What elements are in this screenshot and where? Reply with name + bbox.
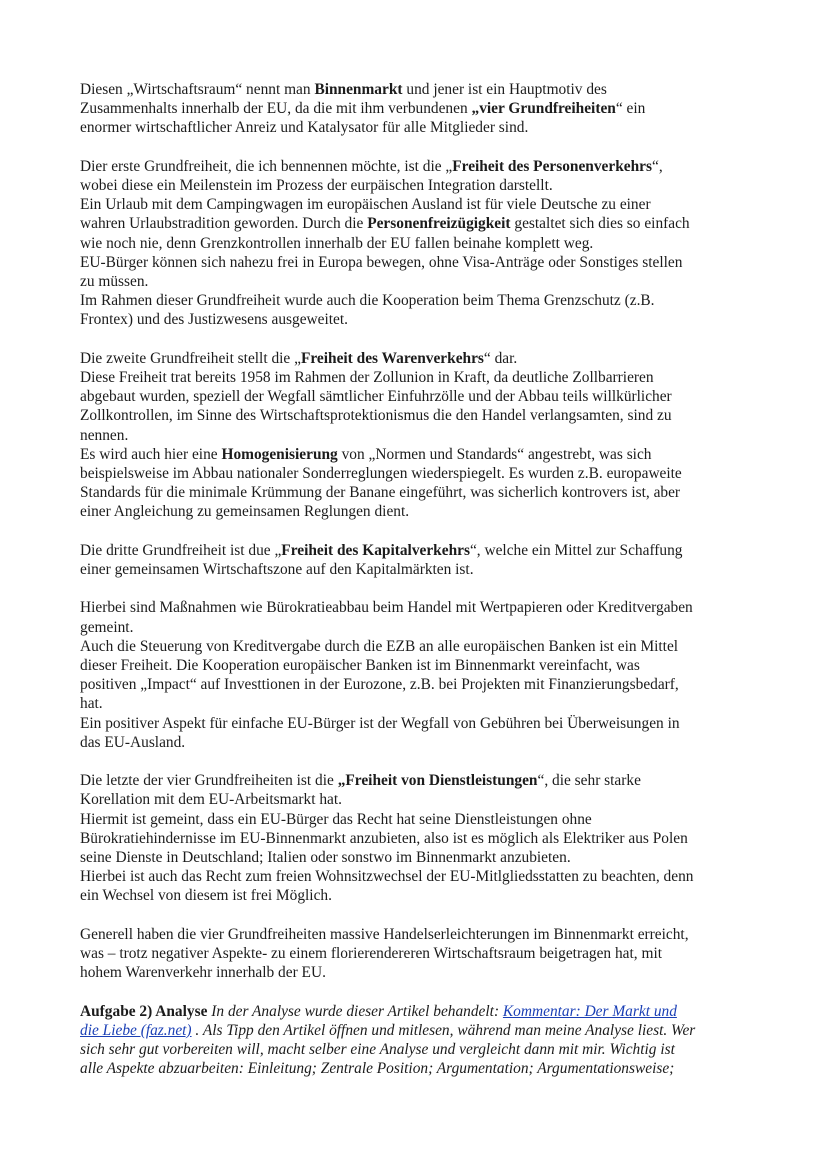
text-line — [80, 368, 768, 387]
paragraph — [80, 541, 768, 579]
text-run: “, welche ein Mittel zur Schaffung — [469, 541, 683, 559]
text-line — [80, 963, 768, 982]
text-run: sich sehr gut vorbereiten will, macht selber eine Analyse und vergleicht dann mit mir. Wichtig ist — [80, 1041, 675, 1059]
text-line — [80, 925, 768, 944]
text-run: gemeint. — [80, 618, 134, 636]
text-run: einer Angleichung zu gemeinsamen Reglungen dient. — [80, 503, 410, 521]
text-run: In der Analyse wurde dieser Artikel behandelt: — [207, 1002, 503, 1020]
article-link[interactable]: die Liebe (faz.net) — [80, 1021, 192, 1039]
text-line — [80, 829, 768, 848]
bold-text: Personenfreizügigkeit — [367, 215, 511, 233]
text-run: was – trotz negativer Aspekte- zu einem florierendereren Wirtschaftsraum beigetragen hat, mit — [80, 945, 662, 963]
text-run: gestaltet sich dies so einfach — [510, 215, 690, 233]
text-line — [80, 598, 768, 617]
text-run: hohem Warenverkehr innerhalb der EU. — [80, 964, 326, 982]
text-run: Zusammenhalts innerhalb der EU, da die mit ihm verbundenen — [80, 100, 472, 118]
text-line — [80, 714, 768, 733]
text-run: Im Rahmen dieser Grundfreiheit wurde auch die Kooperation beim Thema Grenzschutz (z.B. — [80, 292, 655, 310]
text-run: Die letzte der vier Grundfreiheiten ist die — [80, 772, 338, 790]
text-run: “ dar. — [483, 349, 518, 367]
text-line — [80, 502, 768, 521]
paragraph — [80, 925, 768, 983]
text-line — [80, 445, 768, 464]
text-run: Diesen „Wirtschaftsraum“ nennt man — [80, 81, 315, 98]
text-run: seine Dienste in Deutschland; Italien oder sonstwo im Binnenmarkt anzubieten. — [80, 849, 571, 867]
text-run: nennen. — [80, 426, 129, 444]
text-line — [80, 886, 768, 905]
bold-text: „vier Grundfreiheiten — [471, 100, 616, 118]
bold-text: „Freiheit von Dienstleistungen — [337, 772, 538, 790]
text-run: Die zweite Grundfreiheit stellt die „ — [80, 349, 301, 367]
text-line — [80, 118, 768, 137]
text-run: Ein positiver Aspekt für einfache EU-Bürger ist der Wegfall von Gebühren bei Überweisungen in — [80, 714, 680, 732]
text-run: ein Wechsel von diesem ist frei Möglich. — [80, 887, 332, 905]
paragraph — [80, 349, 768, 522]
text-run: Korellation mit dem EU-Arbeitsmarkt hat. — [80, 791, 343, 809]
text-line — [80, 157, 768, 176]
text-run: “, die sehr starke — [537, 772, 641, 790]
text-run: alle Aspekte abzuarbeiten: Einleitung; Zentrale Position; Argumentation; Argumentationsweise; — [80, 1060, 675, 1078]
text-line — [80, 310, 768, 329]
text-run: dieser Freiheit. Die Kooperation europäischer Banken ist im Binnenmarkt vereinfacht, was — [80, 657, 640, 675]
text-run: von „Normen und Standards“ angestrebt, was sich — [337, 445, 652, 463]
text-line — [80, 656, 768, 675]
text-line — [80, 234, 768, 253]
text-run: Hierbei ist auch das Recht zum freien Wohnsitzwechsel der EU-Mitlgliedsstatten zu beachten, denn — [80, 868, 694, 886]
text-line — [80, 195, 768, 214]
text-line — [80, 790, 768, 809]
article-link[interactable]: Kommentar: Der Markt und — [502, 1002, 677, 1020]
text-run: . Als Tipp den Artikel öffnen und mitlesen, während man meine Analyse liest. Wer — [191, 1021, 696, 1039]
text-line — [80, 694, 768, 713]
text-run: “, — [652, 157, 663, 175]
text-line — [80, 560, 768, 579]
text-run: Diese Freiheit trat bereits 1958 im Rahmen der Zollunion in Kraft, da deutliche Zollbarrieren — [80, 369, 654, 387]
text-line — [80, 1021, 768, 1040]
text-line — [80, 867, 768, 886]
text-line — [80, 848, 768, 867]
text-run: wie noch nie, denn Grenzkontrollen innerhalb der EU fallen beinahe komplett weg. — [80, 234, 594, 252]
text-line — [80, 944, 768, 963]
text-line — [80, 80, 768, 99]
bold-text: Freiheit des Warenverkehrs — [300, 349, 484, 367]
text-run: das EU-Ausland. — [80, 733, 186, 751]
text-run: Hiermit ist gemeint, dass ein EU-Bürger das Recht hat seine Dienstleistungen ohne — [80, 810, 592, 828]
text-line — [80, 618, 768, 637]
bold-text: Binnenmarkt — [314, 81, 403, 98]
text-line — [80, 387, 768, 406]
text-run: Frontex) und des Justizwesens ausgeweitet. — [80, 311, 348, 329]
bold-text: Aufgabe 2) Analyse — [80, 1002, 208, 1020]
text-run: Dier erste Grundfreiheit, die ich bennennen möchte, ist die „ — [80, 157, 453, 175]
text-run: Standards für die minimale Krümmung der Banane eingeführt, was sicherlich kontrovers ist, aber — [80, 484, 681, 502]
text-line — [80, 426, 768, 445]
text-run: zu müssen. — [80, 273, 149, 291]
text-run: positiven „Impact“ auf Investtionen in der Eurozone, z.B. bei Projekten mit Finanzierungsbedarf, — [80, 676, 679, 694]
text-line — [80, 637, 768, 656]
text-run: Auch die Steuerung von Kreditvergabe durch die EZB an alle europäischen Banken ist ein Mittel — [80, 637, 679, 655]
text-run: Zollkontrollen, im Sinne des Wirtschaftsprotektionismus die den Handel verlangsamten, sind zu — [80, 407, 672, 425]
bold-text: Freiheit des Kapitalverkehrs — [281, 541, 470, 559]
text-run: Hierbei sind Maßnahmen wie Bürokratieabbau beim Handel mit Wertpapieren oder Kreditvergaben — [80, 599, 693, 617]
paragraph — [80, 771, 768, 905]
text-line — [80, 733, 768, 752]
text-line — [80, 99, 768, 118]
text-line — [80, 406, 768, 425]
text-run: Ein Urlaub mit dem Campingwagen im europäischen Ausland ist für viele Deutsche zu einer — [80, 196, 651, 214]
text-line — [80, 464, 768, 483]
paragraph — [80, 80, 768, 138]
text-run: “ ein — [615, 100, 646, 118]
text-line — [80, 176, 768, 195]
text-run: beispielsweise im Abbau nationaler Sonderreglungen wiederspiegelt. Es wurden z.B. europaweite — [80, 465, 682, 483]
text-line — [80, 483, 768, 502]
text-line — [80, 272, 768, 291]
text-run: einer gemeinsamen Wirtschaftszone auf den Kapitalmärkten ist. — [80, 561, 474, 579]
text-run: Es wird auch hier eine — [80, 445, 222, 463]
text-run: und jener ist ein Hauptmotiv des — [402, 81, 607, 98]
text-line — [80, 1040, 768, 1059]
text-run: Generell haben die vier Grundfreiheiten massive Handelserleichterungen im Binnenmarkt erreicht, — [80, 925, 689, 943]
text-run: EU-Bürger können sich nahezu frei in Europa bewegen, ohne Visa-Anträge oder Sonstiges stellen — [80, 253, 683, 271]
text-line — [80, 810, 768, 829]
text-run: hat. — [80, 695, 103, 713]
text-line — [80, 771, 768, 790]
paragraph — [80, 598, 768, 752]
text-line — [80, 675, 768, 694]
bold-text: Homogenisierung — [221, 445, 338, 463]
paragraph — [80, 1002, 768, 1079]
bold-text: Freiheit des Personenverkehrs — [452, 157, 652, 175]
text-line — [80, 1059, 768, 1078]
paragraph — [80, 157, 768, 330]
text-run: wahren Urlaubstradition geworden. Durch die — [80, 215, 368, 233]
text-run: Die dritte Grundfreiheit ist due „ — [80, 541, 282, 559]
text-line — [80, 291, 768, 310]
text-line — [80, 349, 768, 368]
text-line — [80, 214, 768, 233]
text-run: enormer wirtschaftlicher Anreiz und Katalysator für alle Mitglieder sind. — [80, 119, 529, 137]
text-run: Bürokratiehindernisse im EU-Binnenmarkt anzubieten, also ist es möglich als Elektriker aus Polen — [80, 829, 688, 847]
text-line — [80, 253, 768, 272]
text-line — [80, 541, 768, 560]
text-run: wobei diese ein Meilenstein im Prozess der eurpäischen Integration darstellt. — [80, 177, 553, 194]
text-line — [80, 1002, 768, 1021]
text-run: abgebaut wurden, speziell der Wegfall sämtlicher Einfuhrzölle und der Abbau teils willkürlicher — [80, 388, 672, 406]
